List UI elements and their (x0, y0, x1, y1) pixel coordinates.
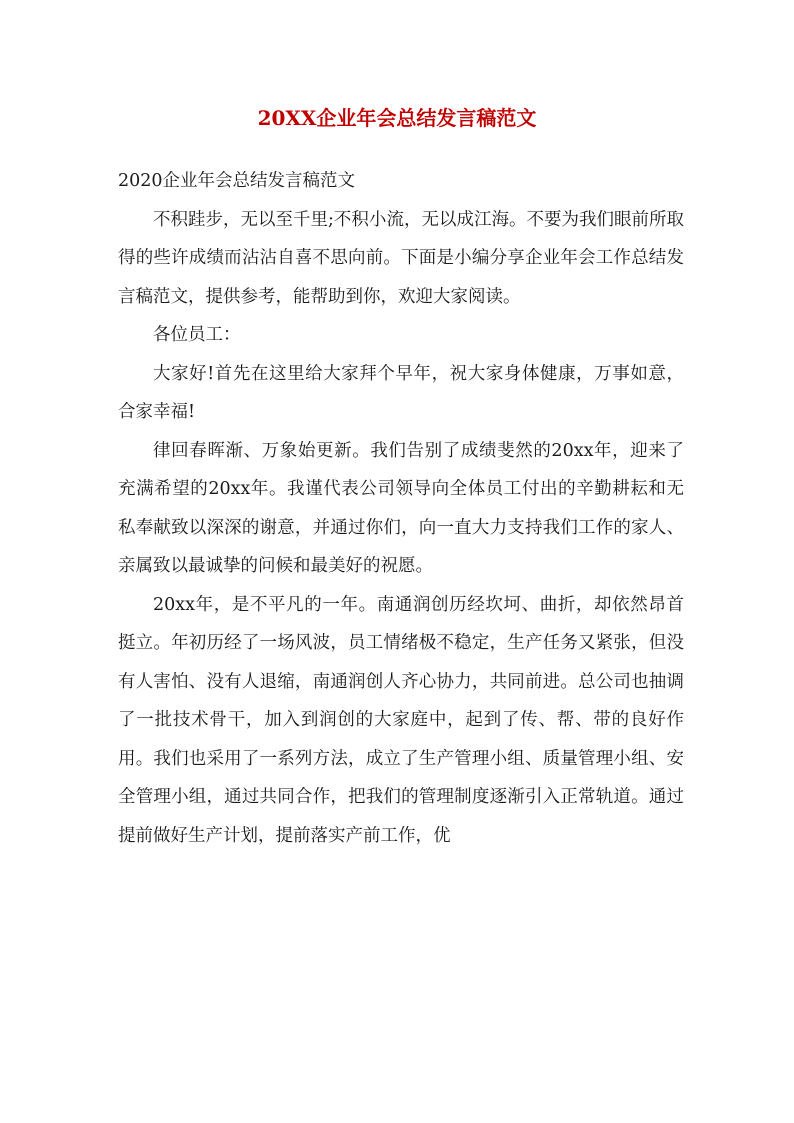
greeting-paragraph: 大家好!首先在这里给大家拜个早年，祝大家身体健康，万事如意，合家幸福! (118, 363, 684, 422)
subtitle-paragraph: 2020企业年会总结发言稿范文 (118, 171, 356, 191)
document-title: 20XX企业年会总结发言稿范文 (257, 106, 537, 130)
year-summary-paragraph: 20xx年，是不平凡的一年。南通润创历经坎坷、曲折，却依然昂首挺立。年初历经了一场风波，员工情绪极不稳定，生产任务又紧张，但没有人害怕、没有人退缩，南通润创人齐心协力，共同前进。总公司也抽调了一批技术骨干，加入到润创的大家庭中，起到了传、帮、带的良好作用。我们也采用了一系列方法，成立了生产管理小组、质量管理小组、安全管理小组，通过共同合作，把我们的管理制度逐渐引入正常轨道。通过提前做好生产计划，提前落实产前工作，优 (118, 594, 684, 846)
salutation-paragraph: 各位员工： (153, 325, 241, 345)
intro-paragraph: 不积跬步，无以至千里;不积小流，无以成江海。不要为我们眼前所取得的些许成绩而沾沾自喜不思向前。下面是小编分享企业年会工作总结发言稿范文，提供参考，能帮助到你，欢迎大家阅读。 (118, 209, 684, 307)
review-paragraph: 律回春晖渐、万象始更新。我们告别了成绩斐然的20xx年，迎来了充满希望的20xx年。我谨代表公司领导向全体员工付出的辛勤耕耘和无私奉献致以深深的谢意，并通过你们，向一直大力支持我们工作的家人、亲属致以最诚挚的问候和最美好的祝愿。 (118, 440, 684, 576)
document-body (118, 162, 684, 855)
